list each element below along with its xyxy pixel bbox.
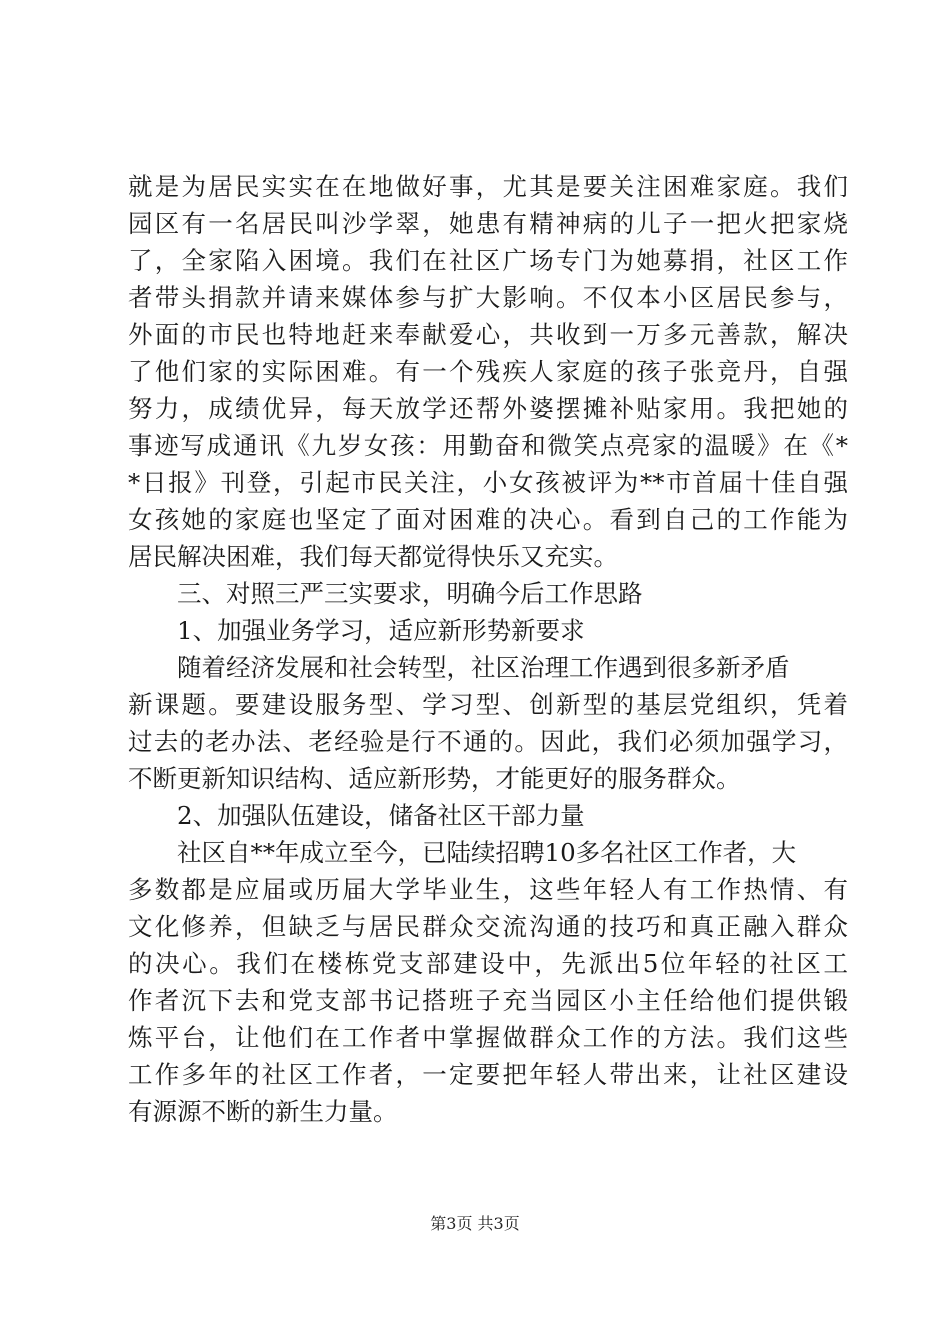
paragraph-line: 有源源不断的新生力量。 <box>128 1097 398 1126</box>
paragraph-line: 炼平台，让他们在工作者中掌握做群众工作的方法。我们这些 <box>128 1023 848 1052</box>
paragraph-line: *日报》刊登，引起市民关注，小女孩被评为**市首届十佳自强 <box>128 468 848 497</box>
paragraph-line: 工作多年的社区工作者，一定要把年轻人带出来，让社区建设 <box>128 1060 848 1089</box>
paragraph-line: 文化修养，但缺乏与居民群众交流沟通的技巧和真正融入群众 <box>128 912 848 941</box>
paragraph-line: 过去的老办法、老经验是行不通的。因此，我们必须加强学习， <box>128 727 848 756</box>
paragraph-line: 不断更新知识结构、适应新形势，才能更好的服务群众。 <box>128 764 741 793</box>
page-footer <box>0 1213 950 1235</box>
paragraph-line: 的决心。我们在楼栋党支部建设中，先派出5位年轻的社区工 <box>128 949 848 978</box>
paragraph-line: 随着经济发展和社会转型，社区治理工作遇到很多新矛盾 <box>177 653 790 682</box>
paragraph-line: 了，全家陷入困境。我们在社区广场专门为她募捐，社区工作 <box>128 246 848 275</box>
paragraph-line: 新课题。要建设服务型、学习型、创新型的基层党组织，凭着 <box>128 690 848 719</box>
paragraph-line: 女孩她的家庭也坚定了面对困难的决心。看到自己的工作能为 <box>128 505 848 534</box>
paragraph-line: 作者沉下去和党支部书记搭班子充当园区小主任给他们提供锻 <box>128 986 848 1015</box>
body-text <box>128 168 848 1130</box>
page-number-label: 第3页 共3页 <box>430 1214 520 1233</box>
subsection-heading: 2、加强队伍建设，储备社区干部力量 <box>177 801 585 830</box>
paragraph-line: 努力，成绩优异，每天放学还帮外婆摆摊补贴家用。我把她的 <box>128 394 848 423</box>
section-heading: 三、对照三严三实要求，明确今后工作思路 <box>177 579 643 608</box>
paragraph-line: 了他们家的实际困难。有一个残疾人家庭的孩子张竞丹，自强 <box>128 357 848 386</box>
paragraph-line: 园区有一名居民叫沙学翠，她患有精神病的儿子一把火把家烧 <box>128 209 848 238</box>
paragraph-line: 居民解决困难，我们每天都觉得快乐又充实。 <box>128 542 618 571</box>
subsection-heading: 1、加强业务学习，适应新形势新要求 <box>177 616 585 645</box>
paragraph-line: 多数都是应届或历届大学毕业生，这些年轻人有工作热情、有 <box>128 875 848 904</box>
paragraph-line: 者带头捐款并请来媒体参与扩大影响。不仅本小区居民参与， <box>128 283 848 312</box>
paragraph-line: 外面的市民也特地赶来奉献爱心，共收到一万多元善款，解决 <box>128 320 848 349</box>
paragraph-line: 事迹写成通讯《九岁女孩：用勤奋和微笑点亮家的温暖》在《* <box>128 431 848 460</box>
paragraph-line: 就是为居民实实在在地做好事，尤其是要关注困难家庭。我们 <box>128 172 848 201</box>
paragraph-line: 社区自**年成立至今，已陆续招聘10多名社区工作者，大 <box>177 838 797 867</box>
